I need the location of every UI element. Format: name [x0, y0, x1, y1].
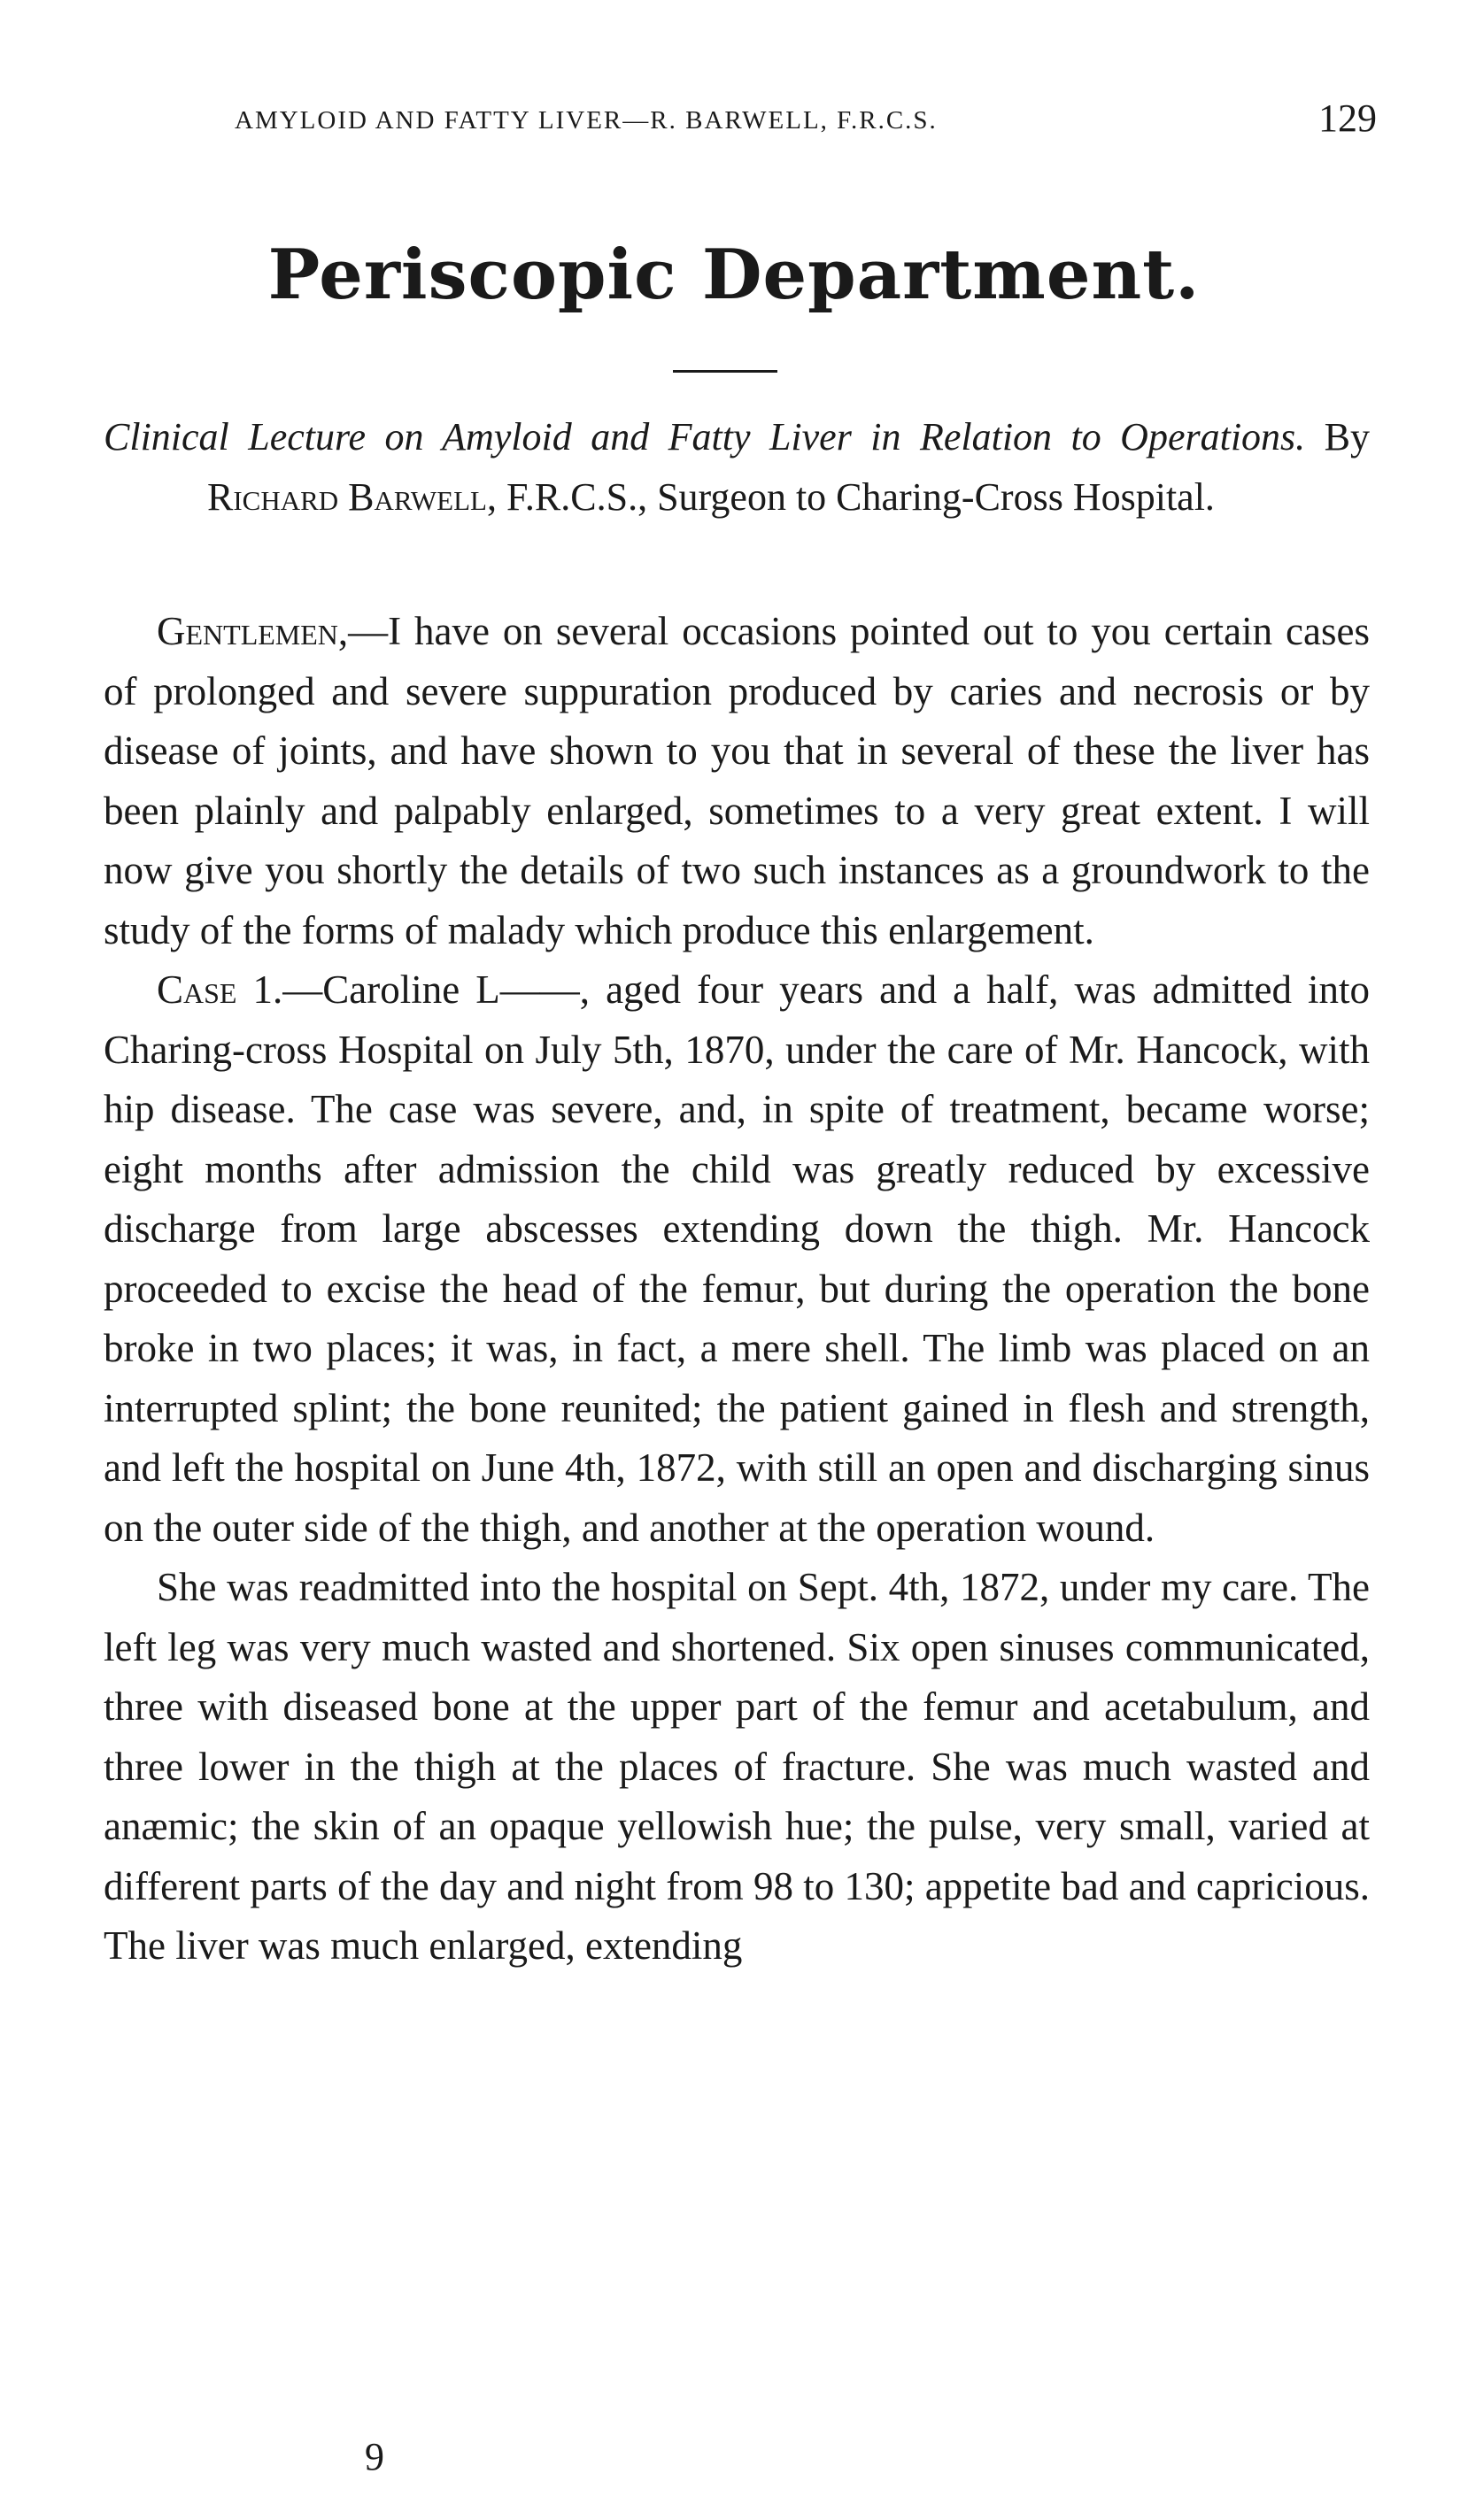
signature-mark: 9 [365, 2435, 384, 2478]
page-number: 129 [1318, 96, 1377, 140]
title-divider [673, 370, 777, 373]
paragraph [104, 960, 1370, 1558]
department-title: Periscopic Department. [267, 235, 1201, 315]
lecture-credentials: F.R.C.S., Surgeon to Charing-Cross Hospital. [506, 475, 1215, 519]
article-body [104, 602, 1370, 1977]
paragraph-lead: Case 1. [157, 967, 283, 1012]
lecture-author: Richard Barwell, [207, 475, 497, 519]
paragraph-text: —Caroline L——, aged four years and a half, was admitted into Charing-cross Hospital on July 5th, 1870, under the care of Mr. Hancock, with hip disease. The case was severe, and, in spite of treatment, became worse; eight months after admission the child was greatly reduced by excessive discharge from large abscesses extending down the thigh. Mr. Hancock proceeded to excise the head of the femur, but during the operation the bone broke in two places; it was, in fact, a mere shell. The limb was placed on an interrupted splint; the bone reunited; the patient gained in flesh and strength, and left the hospital on June 4th, 1872, with still an open and discharging sinus on the outer side of the thigh, and another at the operation wound. [104, 967, 1371, 1550]
paragraph-lead: Gentlemen, [157, 609, 349, 653]
lecture-title: Clinical Lecture on Amyloid and Fatty Liver in Relation to Operations. [104, 415, 1306, 459]
paragraph [104, 602, 1370, 960]
lecture-heading [104, 407, 1370, 528]
paragraph [104, 1558, 1370, 1977]
lecture-by: By [1324, 415, 1370, 459]
paragraph-text: She was readmitted into the hospital on Sept. 4th, 1872, under my care. The left leg was very much wasted and shortened. Six open sinuses communicated, three with diseased bone at the upper part of the femur and acetabulum, and three lower in the thigh at the places of fracture. She was much wasted and anæmic; the skin of an opaque yellowish hue; the pulse, very small, varied at different parts of the day and night from 98 to 130; appetite bad and capricious. The liver was much enlarged, extending [104, 1565, 1371, 1968]
running-title: AMYLOID AND FATTY LIVER—R. BARWELL, F.R.C.S. [235, 106, 938, 135]
running-header [226, 96, 1377, 149]
paragraph-text: —I have on several occasions pointed out to you certain cases of prolonged and severe suppuration produced by caries and necrosis or by disease of joints, and have shown to you that in several of these the liver has been plainly and palpably enlarged, sometimes to a very great extent. I will now give you shortly the details of two such instances as a groundwork to the study of the forms of malady which produce this enlargement. [104, 609, 1370, 952]
